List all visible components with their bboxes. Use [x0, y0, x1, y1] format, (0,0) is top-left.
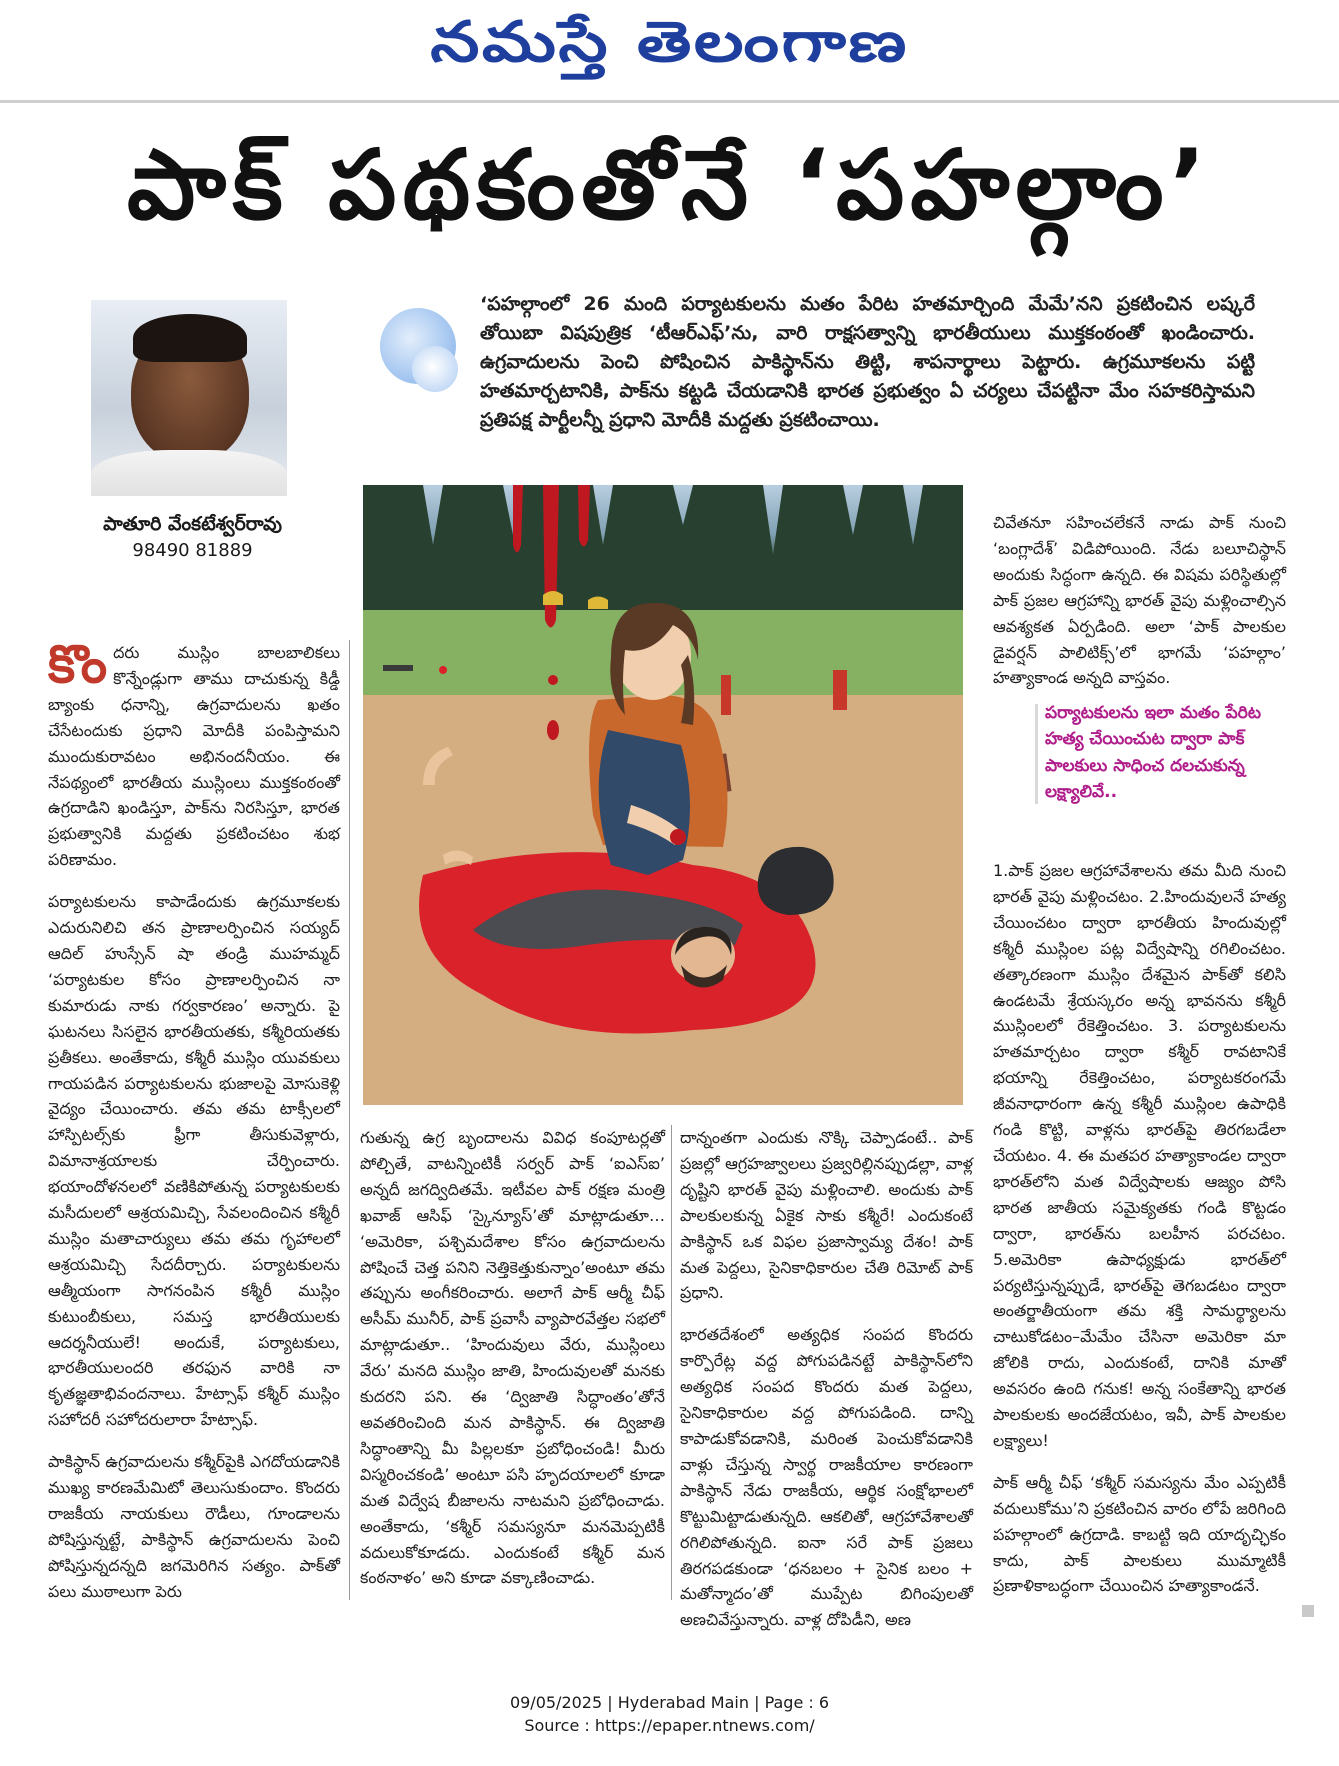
article-column-4 [993, 510, 1286, 707]
column-1-paragraph-2: పర్యాటకులను కాపాడేందుకు ఉగ్రమూకలకు ఎదురునిలిచి తన ప్రాణాలర్పించిన సయ్యద్ ఆదిల్ హుస్సేన్ షా తండ్రి ముహమ్మద్ ‘పర్యాటకుల కోసం ప్రాణాలర్పించిన నా కుమారుడు నాకు గర్వకారణం’ అన్నారు. పై ఘటనలు సిసలైన భారతీయతకు, కశ్మీరియతకు ప్రతీకలు. అంతేకాదు, కశ్మీరీ ముస్లిం యువకులు గాయపడిన పర్యాటకులను భుజాలపై మోసుకెళ్లి వైద్యం చేయించారు. తమ తమ టాక్సీలలో హాస్పిటల్స్‌కు ఫ్రీగా తీసుకువెళ్లారు, విమానాశ్రయాలకు చేర్పించారు. భయాందోళనలలో వణికిపోతున్న పర్యాటకులకు మసీదులలో ఆశ్రయమిచ్చి, సేవలందించిన కశ్మీరీ ముస్లిం మతాచార్యులు తమ తమ గృహాలలో ఆశ్రయమిచ్చి సేదదీర్చారు. పర్యాటకులను ఆత్మీయంగా సాగనంపిన కశ్మీరీ ముస్లిం కుటుంబీకులు, సమస్త భారతీయులకు ఆదర్శనీయులే! అందుకే, పర్యాటకులు, భారతీయులందరి తరఫున వారికి నా కృతజ్ఞతాభివందనాలు. హేట్సాఫ్ కశ్మీర్ ముస్లిం సహోదరీ సహోదరులారా హేట్సాఫ్. [48, 892, 340, 1430]
column-1-paragraph-1: దరు ముస్లిం బాలబాలికలు కొన్నేండ్లుగా తాము దాచుకున్న కిడ్డీ బ్యాంకు ధనాన్ని, ఉగ్రవాదులను ఖతం చేసేటందుకు ప్రధాని మోదీకి పంపిస్తామని ముందుకురావటం అభినందనీయం. ఈ నేపథ్యంలో భారతీయ ముస్లింలు ముక్తకంఠంతో ఉగ్రదాడిని ఖండిస్తూ, పాక్‌ను నిరసిస్తూ, భారత ప్రభుత్వానికి మద్దతు ప్రకటించటం శుభ పరిణామం. [48, 643, 340, 870]
column-4-paragraph-2: 1.పాక్ ప్రజల ఆగ్రహావేశాలను తమ మీది నుంచి భారత్ వైపు మళ్లించటం. 2.హిందువులనే హత్య చేయించటం ద్వారా భారతీయ హిందువుల్లో కశ్మీరీ ముస్లింల పట్ల విద్వేషాన్ని రగిలించటం. తత్కారణంగా ముస్లిం దేశమైన పాక్‌తో కలిసి ఉండటమే శ్రేయస్కరం అన్న భావనను కశ్మీరీ ముస్లింలలో రేకెత్తించటం. 3. పర్యాటకులను హతమార్చటం ద్వారా కశ్మీర్ రావటానికే భయాన్ని రేకెత్తించటం, పర్యాటకరంగమే జీవనాధారంగా ఉన్న కశ్మీరీ ముస్లింల ఉపాధికి గండి కొట్టి, వాళ్లను భారత్‌పై తిరగబడేలా చేయటం. 4. ఈ మతపర హత్యాకాండల ద్వారా భారత్‌లోని మత విద్వేషాలకు ఆజ్యం పోసి భారత జాతీయ సమైక్యతకు గండి కొట్టడం ద్వారా, భారత్‌ను బలహీన పరచటం. 5.అమెరికా ఉపాధ్యక్షుడు భారత్‌లో పర్యటిస్తున్నప్పుడే, భారత్‌పై తెగబడటం ద్వారా అంతర్జాతీయంగా తమ శక్తి సామర్థ్యాలను చాటుకోడటం–మేమేం చేసినా అమెరికా మా జోలికి రాదు, ఎందుకంటే, దానికి మాతో అవసరం ఉంది గనుక! అన్న సంకేతాన్ని భారత పాలకులకు అందజేయటం, ఇవీ, పాక్ పాలకుల లక్ష్యాలు! [993, 861, 1286, 1450]
footer-date-line: 09/05/2025 | Hyderabad Main | Page : 6 [509, 1693, 830, 1712]
column-3-paragraph-2: భారతదేశంలో అత్యధిక సంపద కొందరు కార్పొరేట్ల వద్ద పోగుపడినట్టే పాకిస్థాన్‌లోని అత్యధిక సంపద కొందరు మత పెద్దలు, సైనికాధికారుల వద్ద పోగుపడింది. దాన్ని కాపాడుకోవడానికి, మరింత పెంచుకోవడానికి వాళ్లు చేస్తున్న స్వార్థ రాజకీయాల కారణంగా పాకిస్థాన్ నేడు రాజకీయ, ఆర్థిక సంక్షోభాలలో కొట్టుమిట్టాడుతున్నది. ఆకలితో, ఆగ్రహావేశాలతో రగిలిపోతున్నది. ఐనా సరే పాక్ ప్రజలు తిరగపడకుండా ‘ధనబలం + సైనిక బలం + మతోన్మాదం’తో ముప్పేట బిగింపులతో అణచివేస్తున్నారు. వాళ్ల దోపిడీని, అణ [680, 1325, 973, 1630]
grieving-woman-illustration [363, 485, 963, 1105]
article-column-4-continued [993, 858, 1286, 1615]
article-column-3 [680, 1125, 973, 1649]
article-intro: ‘పహల్గాంలో 26 మంది పర్యాటకులను మతం పేరిట హతమార్చింది మేమే’నని ప్రకటించిన లష్కరే తోయిబా విషపుత్రిక ‘టీఆర్‌ఎఫ్’ను, వారి రాక్షసత్వాన్ని భారతీయులు ముక్తకంఠంతో ఖండించారు. ఉగ్రవాదులను పెంచి పోషించిన పాకిస్థాన్‌ను తిట్టి, శాపనార్థాలు పెట్టారు. ఉగ్రమూకలను పట్టి హతమార్చటానికి, పాక్‌ను కట్టడి చేయడానికి భారత ప్రభుత్వం ఏ చర్యలు చేపట్టినా మేం సహకరిస్తామని ప్రతిపక్ష పార్టీలన్నీ ప్రధాని మోదీకి మద్దతు ప్రకటించాయి. [480, 293, 1255, 432]
footer-source-link[interactable]: Source : https://epaper.ntnews.com/ [524, 1716, 815, 1735]
illustration-svg [363, 485, 963, 1105]
article-column-1 [48, 635, 340, 1621]
article-column-2 [360, 1125, 665, 1607]
author-photo [91, 300, 287, 496]
page-corner-marker [1302, 1605, 1314, 1617]
column-divider [671, 1125, 672, 1600]
column-divider [349, 640, 350, 1600]
column-2-paragraph-1: గుతున్న ఉగ్ర బృందాలను వివిధ కంపూటర్లతో పోల్చితే, వాటన్నింటికీ సర్వర్ పాక్ ‘ఐఎస్ఐ’ అన్నదీ జగద్విదితమే. ఇటీవల పాక్ రక్షణ మంత్రి ఖవాజ్ ఆసిఫ్ ‘స్కైన్యూస్’తో మాట్లాడుతూ… ‘అమెరికా, పశ్చిమదేశాల కోసం ఉగ్రవాదులను పోషించే చెత్త పనిని నెత్తికెత్తుకున్నాం’అంటూ తమ తప్పును అంగీకరించారు. అలాగే పాక్ ఆర్మీ చీఫ్ అసీమ్ మునీర్, పాక్ ప్రవాసీ వ్యాపారవేత్తల సభలో మాట్లాడుతూ.. ‘హిందువులు వేరు, ముస్లింలు వేరు’ మనది ముస్లిం జాతి, హిందువులతో మనకు కుదరని పని. ఈ ‘ద్విజాతి సిద్ధాంతం’తోనే అవతరించింది మన పాకిస్థాన్. ఈ ద్విజాతి సిద్ధాంతాన్ని మీ పిల్లలకూ ప్రబోధించండి! మీరు విస్మరించకండి’ అంటూ పసి హృదయాలలో కూడా మత విద్వేష బీజాలను నాటమని ప్రబోధించాడు. అంతేకాదు, ‘కశ్మీర్ సమస్యనూ మనమెప్పటికీ వదులుకోకూడదు. ఎందుకంటే కశ్మీర్ మన కంఠనాళం’ అని కూడా వక్కాణించాడు. [360, 1128, 665, 1588]
pull-quote: పర్యాటకులను ఇలా మతం పేరిట హత్య చేయించుట ద్వారా పాక్ పాలకులు సాధించ దలచుకున్న లక్ష్యాలివే.. [1045, 703, 1261, 803]
drop-cap: కొం [48, 635, 108, 695]
column-4-paragraph-3: పాక్ ఆర్మీ చీఫ్ ‘కశ్మీర్ సమస్యను మేం ఎప్పటికీ వదులుకోము’ని ప్రకటించిన వారం లోపే జరిగింది పహల్గాంలో ఉగ్రదాడి. కాబట్టి ఇది యాదృచ్ఛికం కాదు, పాక్ పాలకులు ముమ్మాటికీ ప్రణాళికాబద్ధంగా చేయించిన హత్యాకాండనే. [993, 1472, 1286, 1596]
pull-quote-bar [1035, 704, 1038, 804]
article-headline: పాక్ పథకంతోనే ‘పహల్గాం’ [127, 129, 1212, 241]
decorative-bubble-small-icon [412, 346, 458, 392]
column-1-paragraph-3: పాకిస్థాన్ ఉగ్రవాదులను కశ్మీర్‌పైకి ఎగదోయడానికి ముఖ్య కారణమేమిటో తెలుసుకుందాం. కొందరు రాజకీయ నాయకులు రౌడీలు, గూండాలను పోషిస్తున్నట్టే, పాకిస్థాన్ ఉగ్రవాదులను పెంచి పోషిస్తున్నదన్నది జగమెరిగిన సత్యం. పాక్‌తో పలు ముఠాలుగా పెరు [48, 1452, 340, 1601]
masthead-logo[interactable]: నమస్తే తెలంగాణ [430, 10, 909, 75]
column-4-paragraph-1: చివేతనూ సహించలేకనే నాడు పాక్ నుంచి ‘బంగ్లాదేశ్’ విడిపోయింది. నేడు బలూచిస్థాన్ అందుకు సిద్ధంగా ఉన్నది. ఈ విషమ పరిస్థితుల్లో పాక్ ప్రజల ఆగ్రహాన్ని భారత్ వైపు మళ్లించాల్సిన ఆవశ్యకత ఏర్పడింది. అలా ‘పాక్ పాలకుల డైవర్షన్ పాలిటిక్స్’లో భాగమే ‘పహల్గాం’ హత్యాకాండ అన్నది వాస్తవం. [993, 513, 1286, 688]
author-phone: 98490 81889 [132, 540, 253, 561]
column-3-paragraph-1: దాన్నంతగా ఎందుకు నొక్కి చెప్పాడంటే.. పాక్ ప్రజల్లో ఆగ్రహజ్వాలలు ప్రజ్వరిల్లినప్పుడల్లా, వాళ్ల దృష్టిని భారత్ వైపు మళ్లించాలి. అందుకు పాక్ పాలకులకున్న ఏకైక సాకు కశ్మీరే! ఎందుకంటే పాకిస్థాన్ ఒక విఫల ప్రజాస్వామ్య దేశం! పాక్ మత పెద్దలు, సైనికాధికారుల చేతి రిమోట్ పాక్ ప్రధాని. [680, 1128, 973, 1303]
masthead-divider [0, 100, 1339, 103]
author-name: పాతూరి వేంకటేశ్వర్‌రావు [103, 513, 282, 535]
